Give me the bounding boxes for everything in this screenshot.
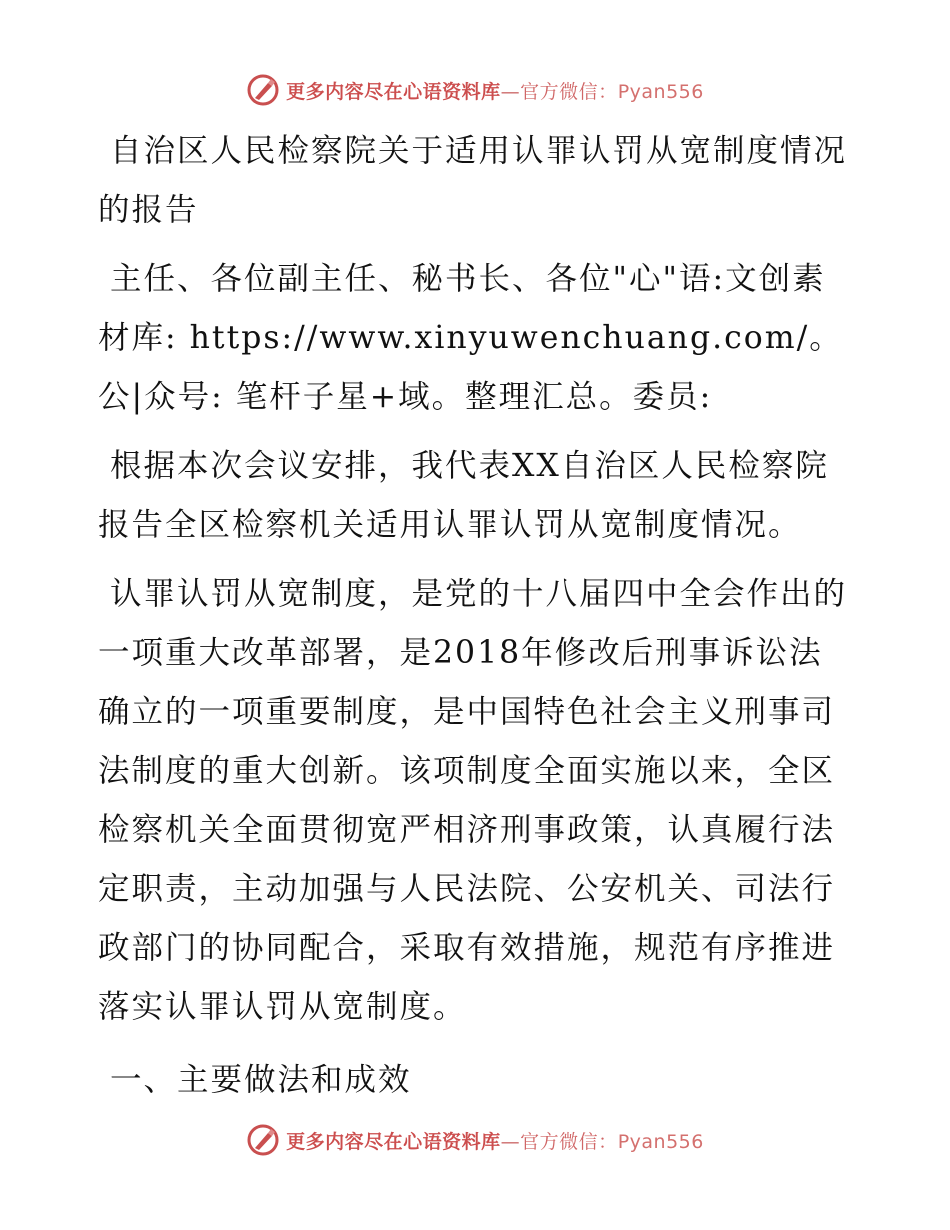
banner-separator: — [500,80,521,103]
document-title: 自治区人民检察院关于适用认罪认罚从宽制度情况的报告 [98,133,848,228]
banner-wechat-id: Pyan556 [617,80,704,103]
intro-paragraph: 根据本次会议安排，我代表XX自治区人民检察院报告全区检察机关适用认罪认罚从宽制度情况。 [98,448,829,543]
banner-site-name: 更多内容尽在心语资料库 [286,80,501,103]
banner-wechat-label: 官方微信： [520,1130,618,1153]
logo-icon [246,73,280,107]
footer-banner [0,1120,950,1160]
salutation-paragraph: 主任、各位副主任、秘书长、各位"心"语:文创素材库: https://www.xinyuwenchuang.com/。公|众号: 笔杆子星+域。整理汇总。委员: [98,261,843,415]
logo-icon [246,1123,280,1157]
banner-text [286,1127,704,1154]
banner-separator: — [500,1130,521,1153]
section-heading: 一、主要做法和成效 [110,1062,412,1098]
banner-site-name: 更多内容尽在心语资料库 [286,1130,501,1153]
banner-wechat-label: 官方微信： [520,80,618,103]
document-body [98,122,848,1110]
banner-text [286,77,704,104]
header-banner [0,70,950,110]
body-paragraph: 认罪认罚从宽制度，是党的十八届四中全会作出的一项重大改革部署，是2018年修改后刑事诉讼法确立的一项重要制度，是中国特色社会主义刑事司法制度的重大创新。该项制度全面实施以来，全区检察机关全面贯彻宽严相济刑事政策，认真履行法定职责，主动加强与人民法院、公安机关、司法行政部门的协同配合，采取有效措施，规范有序推进落实认罪认罚从宽制度。 [98,576,848,1025]
banner-wechat-id: Pyan556 [617,1130,704,1153]
